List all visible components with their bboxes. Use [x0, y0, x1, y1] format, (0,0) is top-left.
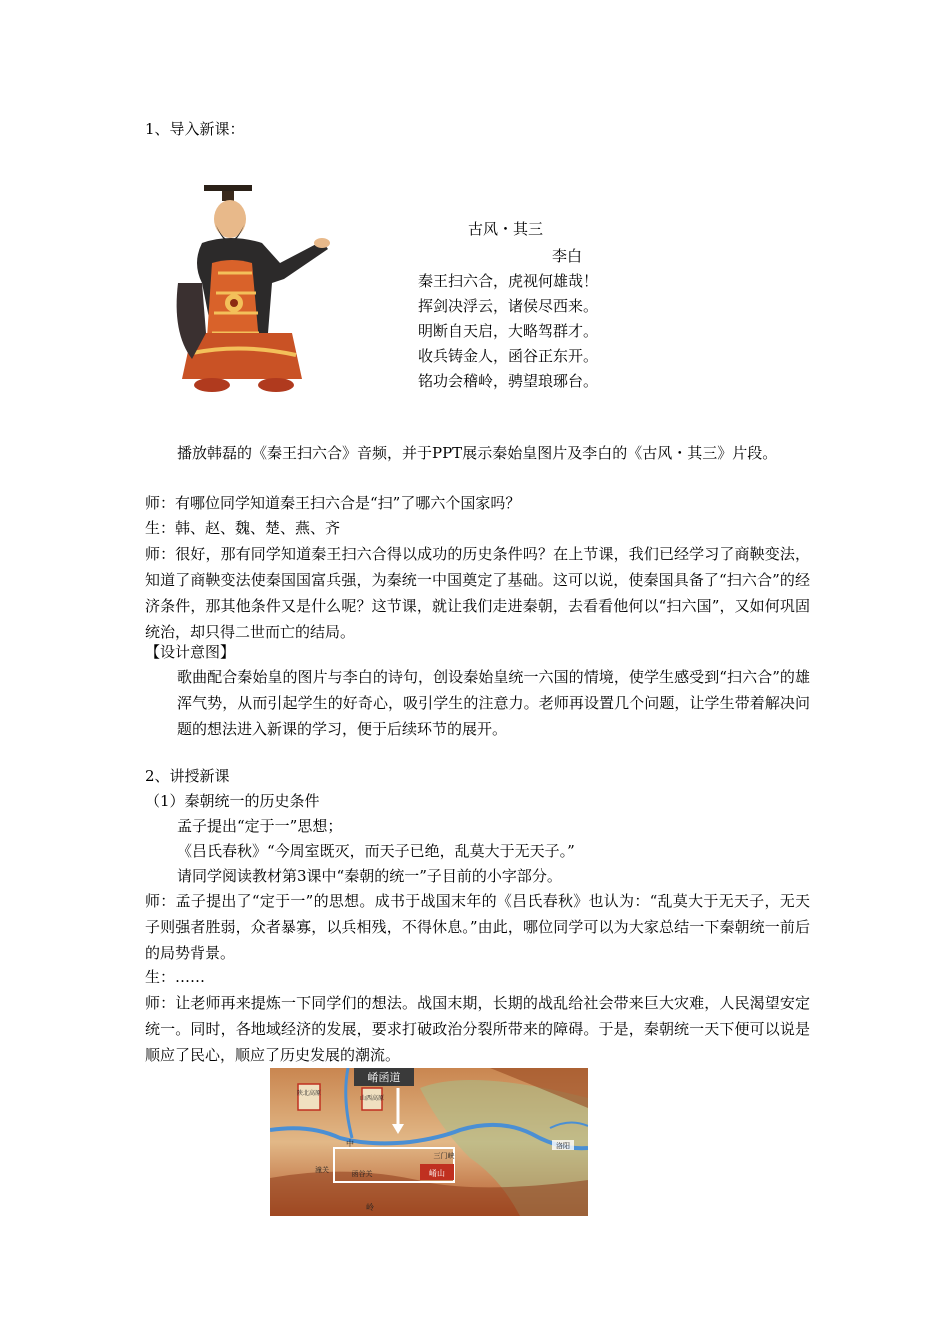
poem-line: 铭功会稽岭，骋望琅琊台。 — [418, 372, 599, 390]
qin-shi-huang-illustration — [172, 183, 332, 395]
teacher-remark: 师：很好，那有同学知道秦王扫六合得以成功的历史条件吗？在上节课，我们已经学习了商鞅变法，知道了商鞅变法使秦国国富兵强，为秦统一中国奠定了基础。这可以说，使秦国具备了“扫六合”的经济条件，那其他条件又是什么呢？这节课，就让我们走进秦朝，去看看他何以“扫六国”，又如何巩固统治，却只得二世而亡的结局。 — [145, 545, 810, 641]
map-label-left: 潼关 — [315, 1166, 329, 1174]
map-title: 崤函道 — [367, 1071, 401, 1084]
section2-line: 请同学阅读教材第3课中“秦朝的统一”子目前的小字部分。 — [177, 867, 562, 885]
poem-line: 挥剑决浮云，诸侯尽西来。 — [418, 297, 599, 315]
poem-line: 收兵铸金人，函谷正东开。 — [418, 347, 599, 365]
design-intent-label: 【设计意图】 — [145, 643, 236, 661]
map-label-pass: 函谷关 — [351, 1170, 373, 1178]
map-label-box1: 陕北高原 — [296, 1090, 322, 1097]
teacher-question: 师：有哪位同学知道秦王扫六合是“扫”了哪六个国家吗？ — [145, 494, 521, 512]
poem-title: 古风・其三 — [468, 220, 544, 238]
subsection-heading: （1）秦朝统一的历史条件 — [145, 792, 320, 810]
map-label-town: 三门峡 — [433, 1152, 455, 1160]
intro-paragraph: 播放韩磊的《秦王扫六合》音频，并于PPT展示秦始皇图片及李白的《古风・其三》片段。 — [177, 444, 778, 462]
teacher-remark: 师：让老师再来提炼一下同学们的想法。战国末期，长期的战乱给社会带来巨大灾难，人民渴望安定统一。同时，各地域经济的发展，要求打破政治分裂所带来的障碍。于是，秦朝统一天下便可以说是顺应了民心，顺应了历史发展的潮流。 — [145, 994, 810, 1064]
design-intent-text: 歌曲配合秦始皇的图片与李白的诗句，创设秦始皇统一六国的情境，使学生感受到“扫六合”的雄浑气势，从而引起学生的好奇心，吸引学生的注意力。老师再设置几个问题，让学生带着解决问题的想法进入新课的学习，便于后续环节的展开。 — [177, 668, 810, 738]
student-answer: 生：…… — [145, 968, 206, 986]
map-label-box2: 山西高原 — [359, 1095, 385, 1102]
teacher-remark: 师：孟子提出了“定于一”的思想。成书于战国末年的《吕氏春秋》也认为：“乱莫大于无天子，无天子则强者胜弱，众者暴寡，以兵相残，不得休息。”由此，哪位同学可以为大家总结一下秦朝统一前后的局势背景。 — [145, 892, 810, 962]
poem-author: 李白 — [552, 247, 583, 265]
map-label-mountain: 崤山 — [429, 1169, 445, 1178]
section2-heading: 2、讲授新课 — [145, 767, 230, 785]
map-label-bottom: 岭 — [366, 1203, 374, 1212]
map-label-city: 洛阳 — [556, 1142, 570, 1150]
poem-line: 秦王扫六合，虎视何雄哉！ — [418, 272, 599, 290]
section2-line: 《吕氏春秋》“今周室既灭，而天子已绝，乱莫大于无天子。” — [177, 842, 575, 860]
section1-heading: 1、导入新课： — [145, 120, 245, 138]
section2-line: 孟子提出“定于一”思想； — [177, 817, 343, 835]
poem-line: 明断自天启，大略驾群才。 — [418, 322, 599, 340]
map-label-middle: 中 — [346, 1139, 354, 1148]
student-answer: 生：韩、赵、魏、楚、燕、齐 — [145, 519, 341, 537]
yaohan-road-map — [270, 1068, 588, 1216]
